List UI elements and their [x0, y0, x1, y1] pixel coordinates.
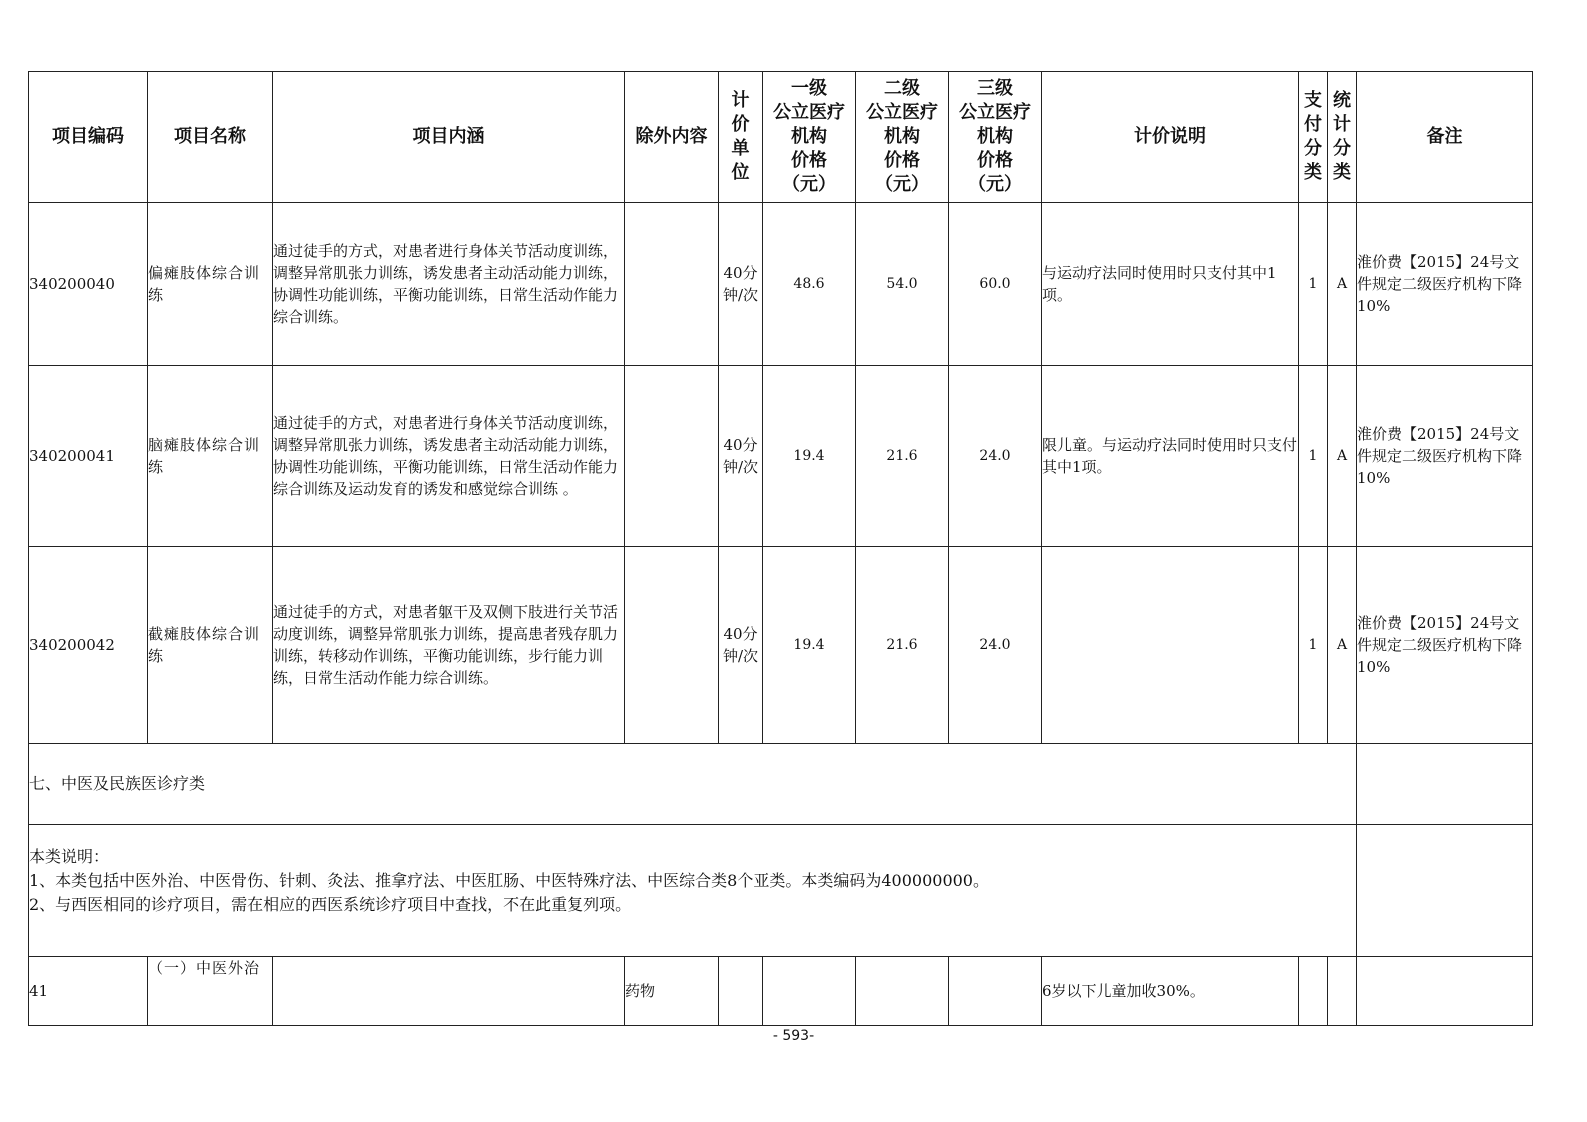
item-excluded	[625, 203, 719, 366]
header-code: 项目编码	[29, 72, 148, 203]
item-code: 340200042	[29, 547, 148, 744]
header-price-level3: 三级 公立医疗 机构 价格 （元）	[949, 72, 1042, 203]
category-description-heading: 本类说明：	[29, 847, 110, 866]
item-price-level3: 60.0	[949, 203, 1042, 366]
item-code: 340200041	[29, 366, 148, 547]
header-price-level2: 二级 公立医疗 机构 价格 （元）	[856, 72, 949, 203]
item-pay-class: 1	[1299, 366, 1328, 547]
subcategory-content	[273, 957, 625, 1026]
item-pricing-note: 限儿童。与运动疗法同时使用时只支付其中1项。	[1042, 366, 1299, 547]
header-stat-class: 统计分类	[1328, 72, 1357, 203]
subcategory-price-level3	[949, 957, 1042, 1026]
item-price-level1: 19.4	[763, 547, 856, 744]
section-remark-cell	[1357, 744, 1533, 825]
item-content: 通过徒手的方式，对患者进行身体关节活动度训练，调整异常肌张力训练，诱发患者主动活动能力训练，协调性功能训练，平衡功能训练，日常生活动作能力综合训练。	[273, 203, 625, 366]
subcategory-remark	[1357, 957, 1533, 1026]
subcategory-excluded: 药物	[625, 957, 719, 1026]
item-price-level2: 21.6	[856, 366, 949, 547]
item-remark: 淮价费【2015】24号文件规定二级医疗机构下降10%	[1357, 366, 1533, 547]
subcategory-stat-class	[1328, 957, 1357, 1026]
header-row	[29, 72, 1533, 203]
item-stat-class: A	[1328, 547, 1357, 744]
item-content: 通过徒手的方式，对患者进行身体关节活动度训练，调整异常肌张力训练，诱发患者主动活动能力训练，协调性功能训练，平衡功能训练，日常生活动作能力综合训练及运动发育的诱发和感觉综合训练 。	[273, 366, 625, 547]
item-excluded	[625, 366, 719, 547]
subcategory-row	[29, 957, 1533, 1026]
item-pricing-note	[1042, 547, 1299, 744]
item-price-level3: 24.0	[949, 547, 1042, 744]
item-name: 截瘫肢体综合训练	[148, 547, 273, 744]
item-pay-class: 1	[1299, 547, 1328, 744]
header-content: 项目内涵	[273, 72, 625, 203]
table-row	[29, 366, 1533, 547]
item-unit: 40分钟/次	[719, 366, 763, 547]
table-row	[29, 547, 1533, 744]
item-pay-class: 1	[1299, 203, 1328, 366]
category-description	[29, 825, 1357, 957]
header-excluded: 除外内容	[625, 72, 719, 203]
category-description-row	[29, 825, 1533, 957]
item-remark: 淮价费【2015】24号文件规定二级医疗机构下降10%	[1357, 547, 1533, 744]
header-pricing-note: 计价说明	[1042, 72, 1299, 203]
subcategory-pay-class	[1299, 957, 1328, 1026]
item-code: 340200040	[29, 203, 148, 366]
subcategory-pricing-note: 6岁以下儿童加收30%。	[1042, 957, 1299, 1026]
item-name: 脑瘫肢体综合训练	[148, 366, 273, 547]
item-price-level3: 24.0	[949, 366, 1042, 547]
subcategory-unit	[719, 957, 763, 1026]
item-price-level1: 48.6	[763, 203, 856, 366]
item-price-level1: 19.4	[763, 366, 856, 547]
header-price-level1: 一级 公立医疗 机构 价格 （元）	[763, 72, 856, 203]
item-content: 通过徒手的方式，对患者躯干及双侧下肢进行关节活动度训练，调整异常肌张力训练，提高患者残存肌力训练，转移动作训练，平衡功能训练，步行能力训练，日常生活动作能力综合训练。	[273, 547, 625, 744]
category-description-line1: 1、本类包括中医外治、中医骨伤、针刺、灸法、推拿疗法、中医肛肠、中医特殊疗法、中医综合类8个亚类。本类编码为400000000。	[29, 871, 989, 890]
item-price-level2: 54.0	[856, 203, 949, 366]
page-number: - 593-	[772, 1028, 815, 1044]
price-table	[28, 71, 1533, 1026]
item-remark: 淮价费【2015】24号文件规定二级医疗机构下降10%	[1357, 203, 1533, 366]
header-name: 项目名称	[148, 72, 273, 203]
header-unit: 计价单位	[719, 72, 763, 203]
item-unit: 40分钟/次	[719, 547, 763, 744]
item-stat-class: A	[1328, 203, 1357, 366]
item-unit: 40分钟/次	[719, 203, 763, 366]
subcategory-code: 41	[29, 957, 148, 1026]
subcategory-price-level2	[856, 957, 949, 1026]
item-excluded	[625, 547, 719, 744]
item-pricing-note: 与运动疗法同时使用时只支付其中1项。	[1042, 203, 1299, 366]
section-title: 七、中医及民族医诊疗类	[29, 744, 1357, 825]
item-price-level2: 21.6	[856, 547, 949, 744]
category-description-line2: 2、与西医相同的诊疗项目，需在相应的西医系统诊疗项目中查找，不在此重复列项。	[29, 895, 632, 914]
header-remark: 备注	[1357, 72, 1533, 203]
subcategory-price-level1	[763, 957, 856, 1026]
table-row	[29, 203, 1533, 366]
header-pay-class: 支付分类	[1299, 72, 1328, 203]
item-stat-class: A	[1328, 366, 1357, 547]
item-name: 偏瘫肢体综合训练	[148, 203, 273, 366]
category-remark-cell	[1357, 825, 1533, 957]
section-row	[29, 744, 1533, 825]
subcategory-name: （一）中医外治	[148, 957, 273, 1026]
